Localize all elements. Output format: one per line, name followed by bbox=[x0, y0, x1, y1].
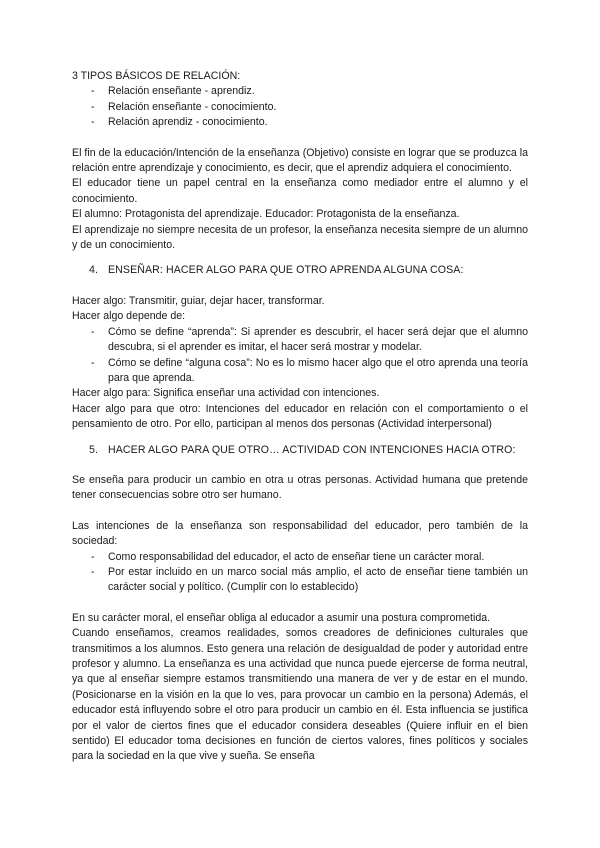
list-item: - Relación enseñante - conocimiento. bbox=[72, 100, 528, 115]
section-4-heading bbox=[72, 263, 528, 278]
list-item: - Relación enseñante - aprendiz. bbox=[72, 84, 528, 99]
paragraph: Cuando enseñamos, creamos realidades, somos creadores de definiciones culturales que transmitimos a los alumnos. Esto genera una relación de desigualdad de poder y autoridad entre profesor y alumno. La enseñanza es una actividad que nunca puede ejercerse de forma neutral, ya que al enseñar siempre estamos transmitiendo una manera de ver y de estar en el mundo. (Posicionarse en la visión en la que lo ves, para provocar un cambio en la persona) Además, el educador está influyendo sobre el otro para producir un cambio en él. Esta influencia se justifica por el valor de ciertos fines que el educador considera deseables (Quiere influir en el bien sentido) El educador toma decisiones en función de ciertos valores, fines políticos y sociales para la sociedad en la que vive y sueña. Se enseña bbox=[72, 627, 528, 763]
paragraph: En su carácter moral, el enseñar obliga al educador a asumir una postura comprometida. bbox=[72, 611, 491, 624]
relation-types-list bbox=[72, 84, 528, 130]
section-5-heading bbox=[72, 443, 528, 458]
definition-list bbox=[72, 325, 528, 387]
section-number: 4. bbox=[89, 264, 99, 277]
paragraph: Hacer algo para que otro: Intenciones del educador en relación con el comportamiento o el pensamiento de otro. Por ello, participan al menos dos personas (Actividad interpersonal) bbox=[72, 402, 528, 431]
list-item: - Cómo se define “alguna cosa”: No es lo mismo hacer algo que el otro aprenda una teoría para que aprenda. bbox=[72, 356, 528, 387]
paragraph: El educador tiene un papel central en la enseñanza como mediador entre el alumno y el conocimiento. bbox=[72, 177, 528, 205]
paragraph: El fin de la educación/Intención de la enseñanza (Objetivo) consiste en lograr que se produzca la relación entre aprendizaje y conocimiento, es decir, que el aprendiz adquiera el conocimiento. bbox=[72, 146, 528, 175]
paragraph: Las intenciones de la enseñanza son responsabilidad del educador, pero también de la sociedad: bbox=[72, 519, 528, 548]
list-item: - Por estar incluido en un marco social más amplio, el acto de enseñar tiene también un carácter social y político. (Cumplir con lo establecido) bbox=[72, 565, 528, 596]
paragraph: El aprendizaje no siempre necesita de un profesor, la enseñanza necesita siempre de un alumno y de un conocimiento. bbox=[72, 223, 528, 252]
list-item: - Cómo se define “aprenda”: Si aprender es descubrir, el hacer será dejar que el alumno descubra, si el aprender es imitar, el hacer será mostrar y modelar. bbox=[72, 325, 528, 356]
paragraph: Hacer algo para: Significa enseñar una actividad con intenciones. bbox=[72, 387, 380, 400]
intentions-list bbox=[72, 550, 528, 596]
list-item: - Como responsabilidad del educador, el acto de enseñar tiene un carácter moral. bbox=[72, 550, 528, 565]
section-title: HACER ALGO PARA QUE OTRO… ACTIVIDAD CON INTENCIONES HACIA OTRO: bbox=[108, 443, 516, 456]
list-item: - Relación aprendiz - conocimiento. bbox=[72, 115, 528, 130]
paragraph: Hacer algo: Transmitir, guiar, dejar hacer, transformar. bbox=[72, 294, 325, 307]
paragraph: Hacer algo depende de: bbox=[72, 310, 186, 323]
section-number: 5. bbox=[89, 443, 99, 456]
section-title: ENSEÑAR: HACER ALGO PARA QUE OTRO APRENDA ALGUNA COSA: bbox=[108, 264, 464, 277]
paragraph: Se enseña para producir un cambio en otra u otras personas. Actividad humana que pretende tener consecuencias sobre otro ser humano. bbox=[72, 473, 528, 502]
paragraph: El alumno: Protagonista del aprendizaje. Educador: Protagonista de la enseñanza. bbox=[72, 208, 460, 221]
section-3-title: 3 TIPOS BÁSICOS DE RELACIÓN: bbox=[72, 70, 241, 82]
